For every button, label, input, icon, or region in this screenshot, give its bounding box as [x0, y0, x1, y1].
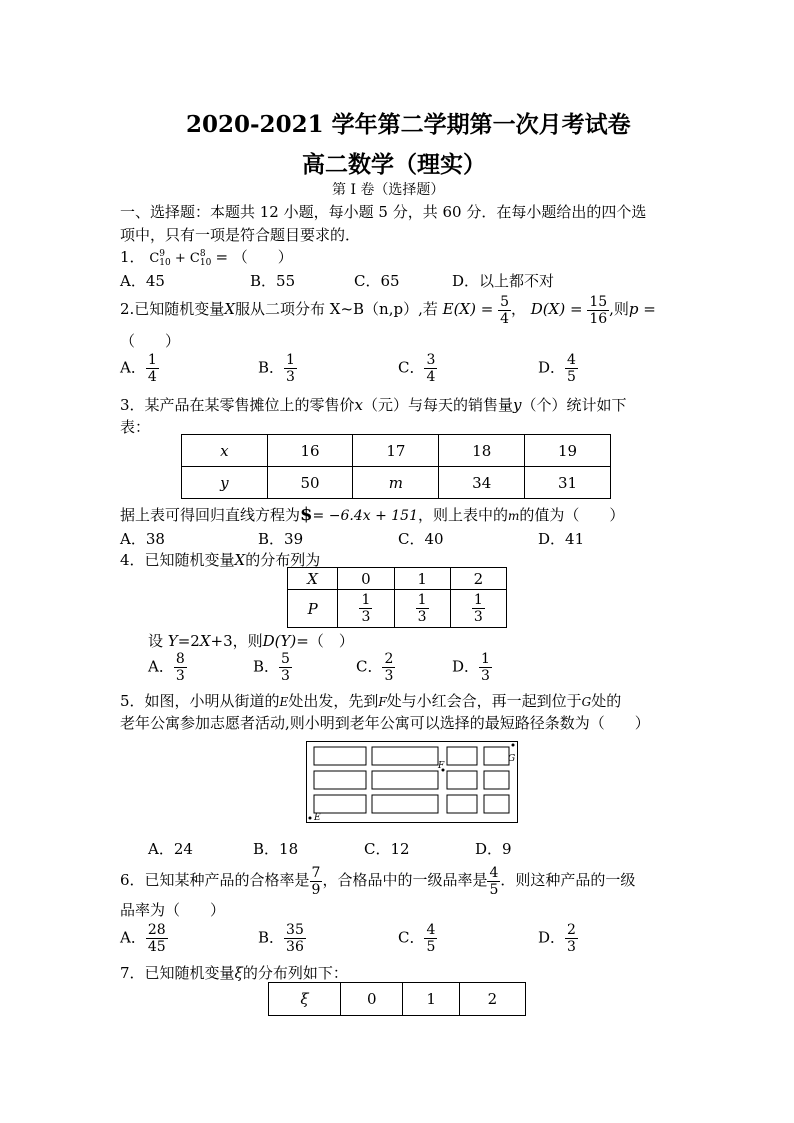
- q5-option-a: A．24: [148, 840, 193, 858]
- q1-number: 1．: [120, 248, 145, 266]
- q3-option-d: D．41: [538, 530, 585, 548]
- q3-cell: y: [182, 467, 268, 499]
- instructions-line2: 项中，只有一项是符合题目要求的．: [120, 226, 361, 244]
- q5-option-c: C．12: [364, 840, 410, 858]
- q1-option-b: B．55: [250, 272, 296, 290]
- question-3: 3．某产品在某零售摊位上的零售价x（元）与每天的销售量y（个）统计如下: [120, 396, 627, 414]
- q4-table: [287, 567, 507, 628]
- question-7: 7．已知随机变量ξ的分布列如下：: [120, 964, 348, 982]
- q7-cell: ξ: [269, 983, 341, 1016]
- q4-cell: $\frac{1}{3}$: [450, 590, 506, 628]
- q7-cell: 0: [341, 983, 403, 1016]
- question-4: 4．已知随机变量X的分布列为: [120, 551, 321, 569]
- q1-expression: C 9 10 + C 8 10: [149, 248, 212, 268]
- q6-stem-end: 品率为（ ）: [120, 901, 226, 919]
- q4-cell: 0: [338, 568, 394, 590]
- q3-cell: 18: [439, 435, 525, 467]
- q6-option-c: C． $\frac{4}{5}$: [398, 922, 436, 955]
- question-2: 2.已知随机变量X服从二项分布 X~B（n,p）,若 E(X) = $\frac{5}{4}$ ， D(X) = $\frac{15}{16}$ ,则p =: [120, 293, 656, 327]
- q2-option-b: B． $\frac{1}{3}$: [258, 352, 295, 385]
- exam-title: 2020-2021 学年第二学期第一次月考试卷: [186, 111, 631, 138]
- q1-option-c: C．65: [354, 272, 400, 290]
- point-g-label: G: [508, 754, 516, 764]
- q4-cell: 2: [450, 568, 506, 590]
- exam-subtitle: 高二数学（理实）: [302, 151, 486, 178]
- section-heading: 第 I 卷（选择题）: [332, 182, 445, 198]
- q3-cell: m: [353, 467, 439, 499]
- q6-option-b: B． $\frac{35}{36}$: [258, 922, 304, 955]
- street-grid-figure: [306, 741, 518, 823]
- q1-option-d: D．以上都不对: [452, 272, 555, 290]
- q4-cell: $\frac{1}{3}$: [338, 590, 394, 628]
- q7-cell: 2: [459, 983, 525, 1016]
- q3-stem-end: 表：: [120, 418, 151, 436]
- q7-table: [268, 982, 526, 1016]
- q4-option-a: A． $\frac{8}{3}$: [148, 651, 185, 684]
- q4-cell: X: [288, 568, 338, 590]
- q3-option-c: C．40: [398, 530, 444, 548]
- q3-option-a: A．38: [120, 530, 165, 548]
- question-5-line1: 5．如图，小明从街道的E处出发，先到F处与小红会合，再一起到位于G处的: [120, 692, 622, 710]
- q4-cell: 1: [394, 568, 450, 590]
- question-1: [120, 246, 293, 268]
- q3-cell: 19: [525, 435, 611, 467]
- question-6: 6．已知某种产品的合格率是 $\frac{7}{9}$ ，合格品中的一级品率是 $\frac{4}{5}$ ．则这种产品的一级: [120, 864, 636, 898]
- q3-cell: 50: [267, 467, 353, 499]
- q4-option-c: C． $\frac{2}{3}$: [356, 651, 394, 684]
- q2-e-fraction: $\frac{5}{4}$: [500, 293, 509, 327]
- q4-option-b: B． $\frac{5}{3}$: [253, 651, 290, 684]
- q2-option-a: A． $\frac{1}{4}$: [120, 352, 157, 385]
- instructions-line1: 一、选择题：本题共 12 小题，每小题 5 分，共 60 分．在每小题给出的四个选: [120, 203, 647, 221]
- q3-regression-line: 据上表可得回归直线方程为$= −6.4x + 151，则上表中的m的值为（ ）: [120, 504, 625, 525]
- q3-cell: 17: [353, 435, 439, 467]
- q4-option-d: D． $\frac{1}{3}$: [452, 651, 490, 684]
- q6-option-d: D． $\frac{2}{3}$: [538, 922, 576, 955]
- q1-tail: = （ ）: [215, 248, 293, 266]
- point-f-label: F: [438, 761, 445, 771]
- q3-option-b: B．39: [258, 530, 304, 548]
- q5-option-b: B．18: [253, 840, 299, 858]
- q4-cell: P: [288, 590, 338, 628]
- q3-cell: 34: [439, 467, 525, 499]
- q3-table: [181, 434, 611, 499]
- q3-cell: 16: [267, 435, 353, 467]
- q2-d-fraction: $\frac{15}{16}$: [589, 293, 608, 327]
- q4-cell: $\frac{1}{3}$: [394, 590, 450, 628]
- q2-option-d: D． $\frac{4}{5}$: [538, 352, 576, 385]
- question-5-line2: 老年公寓参加志愿者活动,则小明到老年公寓可以选择的最短路径条数为（ ）: [120, 714, 650, 732]
- q4-condition: 设 Y=2X+3，则D(Y)=（ ）: [148, 632, 354, 650]
- q6-option-a: A． $\frac{28}{45}$: [120, 922, 166, 955]
- q3-cell: 31: [525, 467, 611, 499]
- q1-option-a: A．45: [120, 272, 165, 290]
- q5-option-d: D．9: [475, 840, 512, 858]
- q7-cell: 1: [403, 983, 459, 1016]
- point-e-label: E: [314, 813, 321, 823]
- q2-option-c: C． $\frac{3}{4}$: [398, 352, 436, 385]
- q3-cell: x: [182, 435, 268, 467]
- q2-paren: （ ）: [120, 332, 181, 350]
